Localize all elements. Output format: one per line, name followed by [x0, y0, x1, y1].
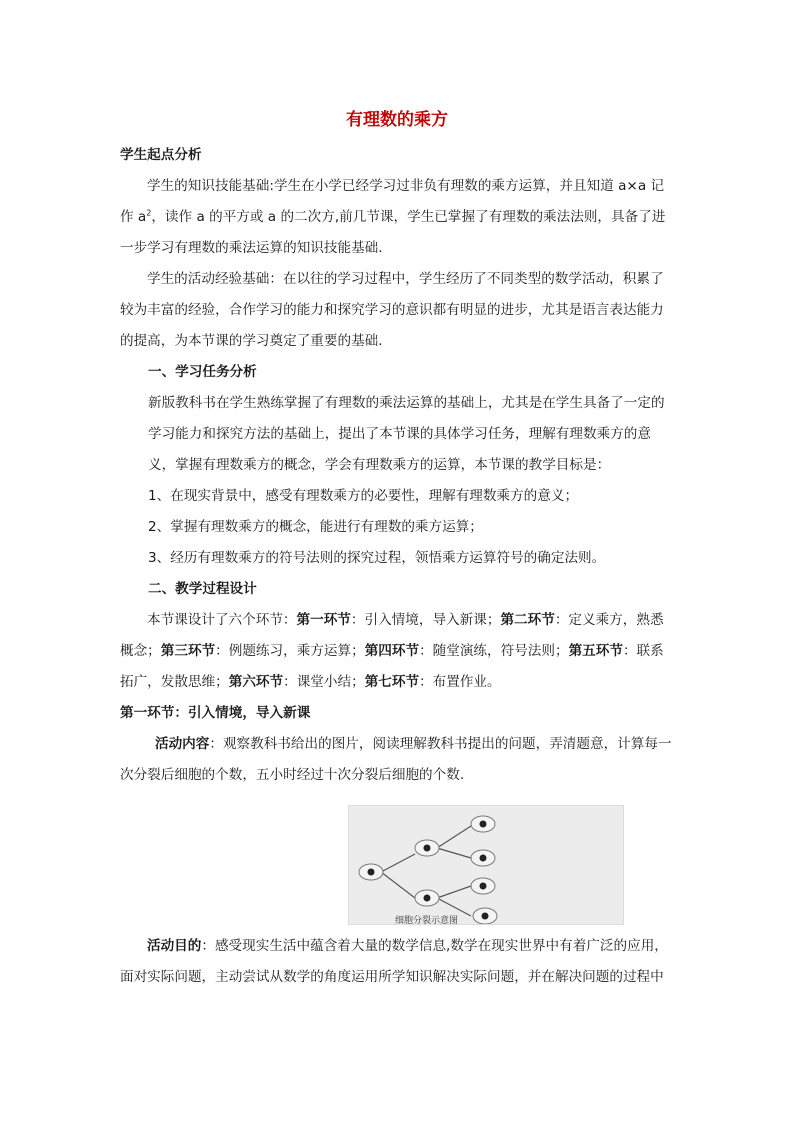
step-text: ：课堂小结；: [283, 674, 365, 690]
section-heading-start: 学生起点分析: [120, 147, 202, 163]
knowledge-label: 学生的知识技能基础:: [147, 178, 274, 194]
step-text: ：引入情境，导入新课；: [350, 612, 501, 628]
section-heading-design: 二、教学过程设计: [148, 581, 257, 597]
document-body: [120, 140, 674, 993]
step-label: 第七环节: [364, 674, 420, 690]
step-label: 第二环节: [500, 612, 555, 628]
activity-label: 活动内容: [155, 736, 210, 752]
goal-item-3: 3、经历有理数乘方的符号法则的探究过程，领悟乘方运算符号的确定法则。: [148, 550, 606, 566]
paragraph-knowledge: [120, 171, 674, 264]
page-title: 有理数的乘方: [346, 110, 448, 130]
step-label: 第四环节: [364, 643, 420, 659]
activity-text: ：观察教科书给出的图片，阅读理解教科书提出的问题，弄清题意，计算每一次分裂后细胞的个数，五小时经过十次分裂后细胞的个数.: [120, 736, 672, 783]
step-text: ：布置作业。: [419, 674, 501, 690]
step-text: ：随堂演练，符号法则；: [419, 643, 569, 659]
goal-text: ：感受现实生活中蕴含着大量的数学信息,数学在现实世界中有着广泛的应用，面对实际问题，主动尝试从数学的角度运用所学知识解决实际问题，并在解决问题的过程中: [120, 938, 668, 985]
step-label: 第六环节: [228, 674, 284, 690]
cell-division-figure: [348, 805, 624, 925]
step-label: 第五环节: [568, 643, 623, 659]
step-label: 第一环节: [296, 612, 351, 628]
goal-label: 活动目的: [147, 938, 202, 954]
cell-division-diagram: [349, 806, 623, 924]
figure-caption: 细胞分裂示意图: [395, 916, 459, 926]
section-heading-task: 一、学习任务分析: [148, 364, 257, 380]
section-heading-step1: 第一环节：引入情境，导入新课: [120, 705, 311, 721]
step-text: ：定义乘方，熟悉概念；: [120, 612, 664, 659]
paragraph-design: [120, 605, 674, 698]
goal-item-1: 1、在现实背景中，感受有理数乘方的必要性，理解有理数乘方的意义；: [148, 488, 579, 504]
knowledge-text-2: ，读作 a 的平方或 a 的二次方,前几节课，学生已掌握了有理数的乘法法则，具备了进一步学习有理数的乘法运算的知识技能基础.: [120, 209, 666, 256]
superscript-2: 2: [146, 208, 152, 218]
knowledge-text-1: 学生在小学已经学习过非负有理数的乘方运算，并且知道 a×a 记作 a: [120, 178, 665, 225]
design-intro: 本节课设计了六个环节：: [147, 612, 297, 628]
goal-item-2: 2、掌握有理数乘方的概念，能进行有理数的乘方运算；: [148, 519, 483, 535]
step-label: 第三环节: [160, 643, 216, 659]
step-text: ：例题练习，乘方运算；: [215, 643, 365, 659]
step-text: ：联系拓广，发散思维；: [120, 643, 664, 690]
paragraph-experience: 学生的活动经验基础：在以往的学习过程中，学生经历了不同类型的数学活动，积累了较为丰富的经验，合作学习的能力和探究学习的意识都有明显的进步，尤其是语言表达能力的提高，为本节课的学习奠定了重要的基础.: [120, 271, 664, 349]
paragraph-task: 新版教科书在学生熟练掌握了有理数的乘法运算的基础上，尤其是在学生具备了一定的学习能力和探究方法的基础上，提出了本节课的具体学习任务，理解有理数乘方的意义，掌握有理数乘方的概念，学会有理数乘方的运算，本节课的教学目标是：: [148, 395, 665, 473]
paragraph-goal: [120, 931, 674, 993]
paragraph-activity: [120, 729, 674, 791]
